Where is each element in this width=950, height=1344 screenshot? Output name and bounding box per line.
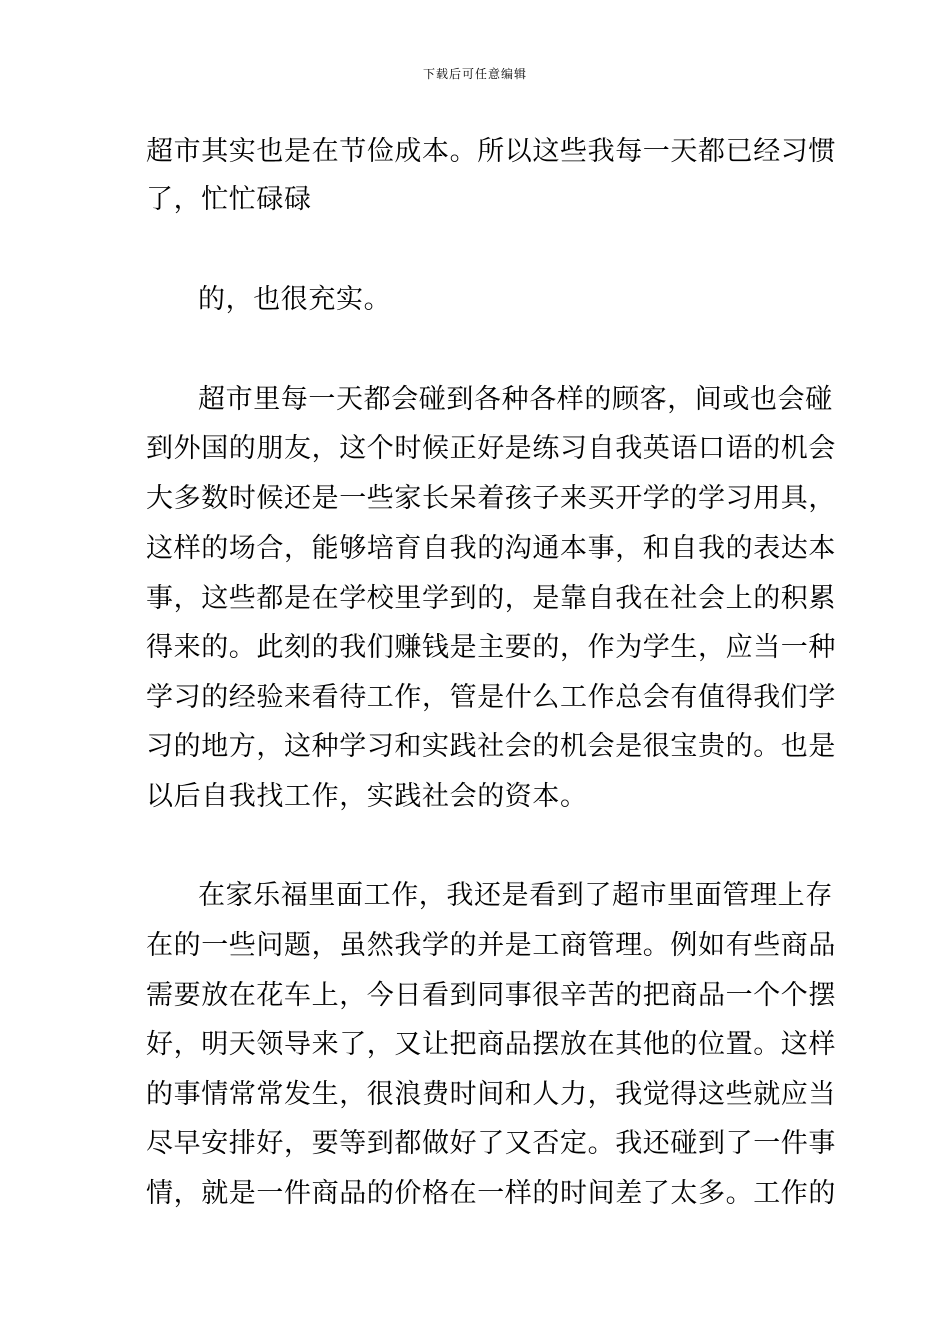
text-line: 超市其实也是在节俭成本。所以这些我每一天都已经习惯	[146, 136, 836, 167]
page-header: 下载后可任意编辑	[422, 67, 527, 81]
text-line: 在的一些问题，虽然我学的并是工商管理。例如有些商品	[146, 930, 836, 961]
text-line: 在家乐福里面工作，我还是看到了超市里面管理上存	[198, 880, 833, 911]
text-line: 学习的经验来看待工作，管是什么工作总会有值得我们学	[146, 682, 836, 713]
text-line: 超市里每一天都会碰到各种各样的顾客，间或也会碰	[198, 384, 833, 415]
text-line: 习的地方，这种学习和实践社会的机会是很宝贵的。也是	[146, 731, 836, 762]
text-line: 好，明天领导来了，又让把商品摆放在其他的位置。这样	[146, 1029, 836, 1060]
text-line: 尽早安排好，要等到都做好了又否定。我还碰到了一件事	[146, 1128, 836, 1159]
text-line: 到外国的朋友，这个时候正好是练习自我英语口语的机会	[146, 433, 836, 464]
text-line: 的事情常常发生，很浪费时间和人力，我觉得这些就应当	[146, 1079, 836, 1110]
text-line: 得来的。此刻的我们赚钱是主要的，作为学生，应当一种	[146, 632, 836, 663]
text-line: 大多数时候还是一些家长呆着孩子来买开学的学习用具，	[146, 483, 836, 514]
text-line: 的，也很充实。	[198, 284, 392, 315]
text-line: 了，忙忙碌碌	[146, 184, 312, 215]
text-line: 这样的场合，能够培育自我的沟通本事，和自我的表达本	[146, 533, 836, 564]
text-line: 需要放在花车上，今日看到同事很辛苦的把商品一个个摆	[146, 980, 836, 1011]
text-line: 情，就是一件商品的价格在一样的时间差了太多。工作的	[146, 1178, 836, 1209]
text-line: 事，这些都是在学校里学到的，是靠自我在社会上的积累	[146, 583, 836, 614]
text-line: 以后自我找工作，实践社会的资本。	[146, 781, 588, 812]
